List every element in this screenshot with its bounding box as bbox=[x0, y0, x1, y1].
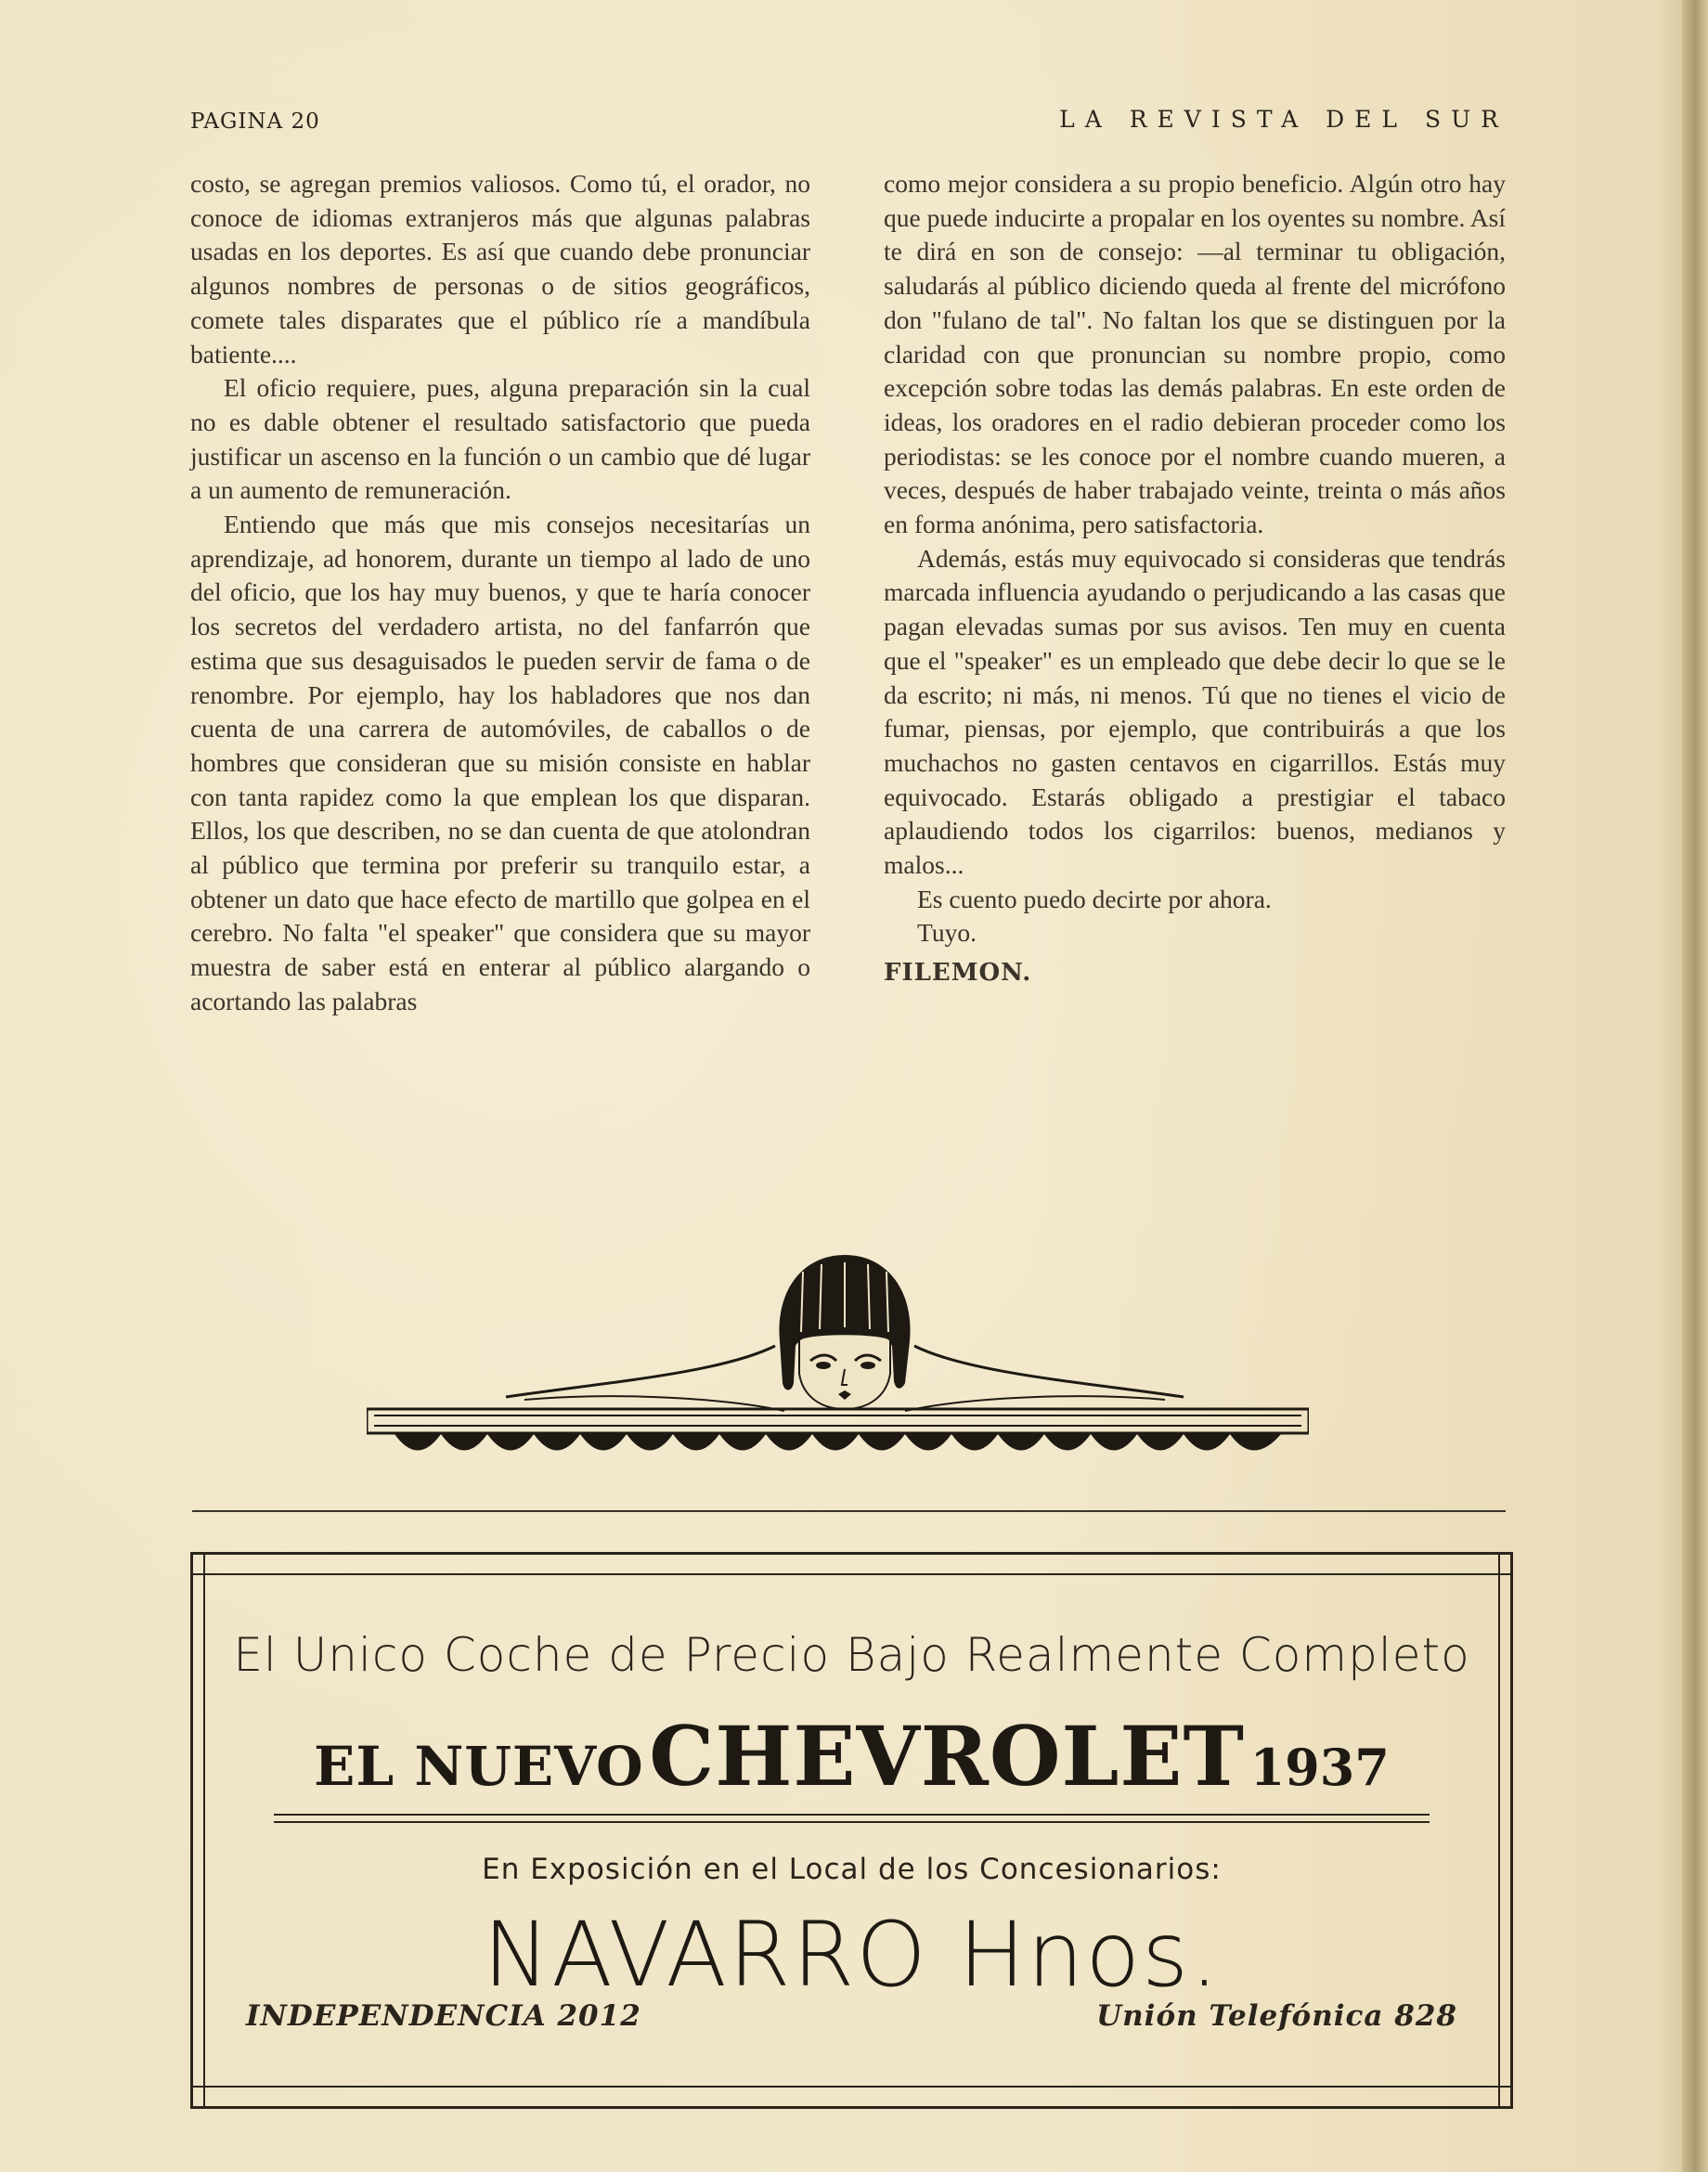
decorative-illustration bbox=[367, 1244, 1309, 1494]
paragraph: Además, estás muy equivocado si consideras que tendrás marcada influencia ayudando o perjudicando a las casas que pagan elevadas sumas por sus avisos. Ten muy en cuenta que el "speaker" es un empleado que debe decir lo que se le da escrito; ni más, ni menos. Tú que no tienes el vicio de fumar, piensas, por ejemplo, que contribuirás a que los muchachos no gasten centavos en cigarrillos. Estás muy equivocado. Estarás obligado a prestigiar el tabaco aplaudiendo todos los cigarrilos: buenos, medianos y malos... bbox=[884, 543, 1506, 880]
paragraph: Entiendo que más que mis consejos necesitarías un aprendizaje, ad honorem, durante un tiempo al lado de uno del oficio, que los hay muy buenos, y que te haría conocer los secretos del verdadero artista, no del fanfarrón que estima que sus desaguisados le pueden servir de fama o de renombre. Por ejemplo, hay los habladores que nos dan cuenta de una carrera de automóviles, de caballos o de hombres que consideran que su misión consiste en hablar con tanta rapidez como la que emplean los que disparan. Ellos, los que describen, no se dan cuenta de que atolondran al público que termina por preferir su tranquilo estar, a obtener un dato que hace efecto de martillo que golpea en el cerebro. No falta "el speaker" que considera que su mayor muestra de saber está en enterar al público alargando o acortando las palabras bbox=[190, 510, 810, 1015]
page-header bbox=[190, 104, 1508, 141]
headline-brand: CHEVROLET bbox=[649, 1708, 1245, 1804]
article-column-right bbox=[884, 167, 1506, 990]
page-number: PAGINA 20 bbox=[190, 110, 320, 134]
ad-border-bottom bbox=[190, 2086, 1513, 2109]
paragraph: como mejor considera a su propio beneficio. Algún otro hay que puede inducirte a propalar en los oyentes su nombre. Así te dirá en son de consejo: —al terminar tu obligación, saludarás al público diciendo queda al frente del micrófono don "fulano de tal". No faltan los que se distinguen por la claridad con que pronuncian su nombre propio, como excepción sobre todas las demás palabras. En este orden de ideas, los oradores en el radio debieran proceder como los periodistas: se les conoce por el nombre cuando mueren, a veces, después de haber trabajado veinte, treinta o más años en forma anónima, pero satisfactoria. bbox=[884, 169, 1506, 539]
headline-year: 1937 bbox=[1249, 1738, 1390, 1797]
ad-phone: Unión Telefónica 828 bbox=[1096, 1999, 1457, 2033]
paragraph: Es cuento puedo decirte por ahora. bbox=[917, 884, 1272, 913]
ad-exposition: En Exposición en el Local de los Concesionarios: bbox=[482, 1853, 1222, 1886]
binding-edge bbox=[1682, 0, 1708, 2172]
paragraph: El oficio requiere, pues, alguna preparación sin la cual no es dable obtener el resultado satisfactorio que pueda justificar un ascenso en la función o un cambio que dé lugar a un aumento de remuneración. bbox=[190, 373, 810, 505]
author-signature: FILEMON. bbox=[884, 959, 1032, 988]
section-divider bbox=[192, 1510, 1506, 1512]
ad-border-top bbox=[190, 1552, 1513, 1575]
article-column-left bbox=[190, 167, 810, 1019]
paragraph: costo, se agregan premios valiosos. Como tú, el orador, no conoce de idiomas extranjeros más que algunas palabras usadas en los deportes. Es así que cuando debe pronunciar algunos nombres de personas o de sitios geográficos, comete tales disparates que el público ríe a mandíbula batiente.... bbox=[190, 169, 810, 368]
ad-tagline: El Unico Coche de Precio Bajo Realmente Completo bbox=[233, 1628, 1470, 1682]
paragraph: Tuyo. bbox=[917, 918, 977, 948]
ad-address: INDEPENDENCIA 2012 bbox=[246, 1999, 641, 2033]
ad-headline bbox=[274, 1708, 1430, 1804]
headline-prefix: EL NUEVO bbox=[314, 1735, 644, 1798]
ad-dealer: NAVARRO Hnos. bbox=[483, 1903, 1221, 2007]
publication-title: LA REVISTA DEL SUR bbox=[1059, 106, 1508, 133]
chevrolet-advertisement bbox=[190, 1552, 1513, 2109]
headline-underline bbox=[274, 1814, 1430, 1823]
